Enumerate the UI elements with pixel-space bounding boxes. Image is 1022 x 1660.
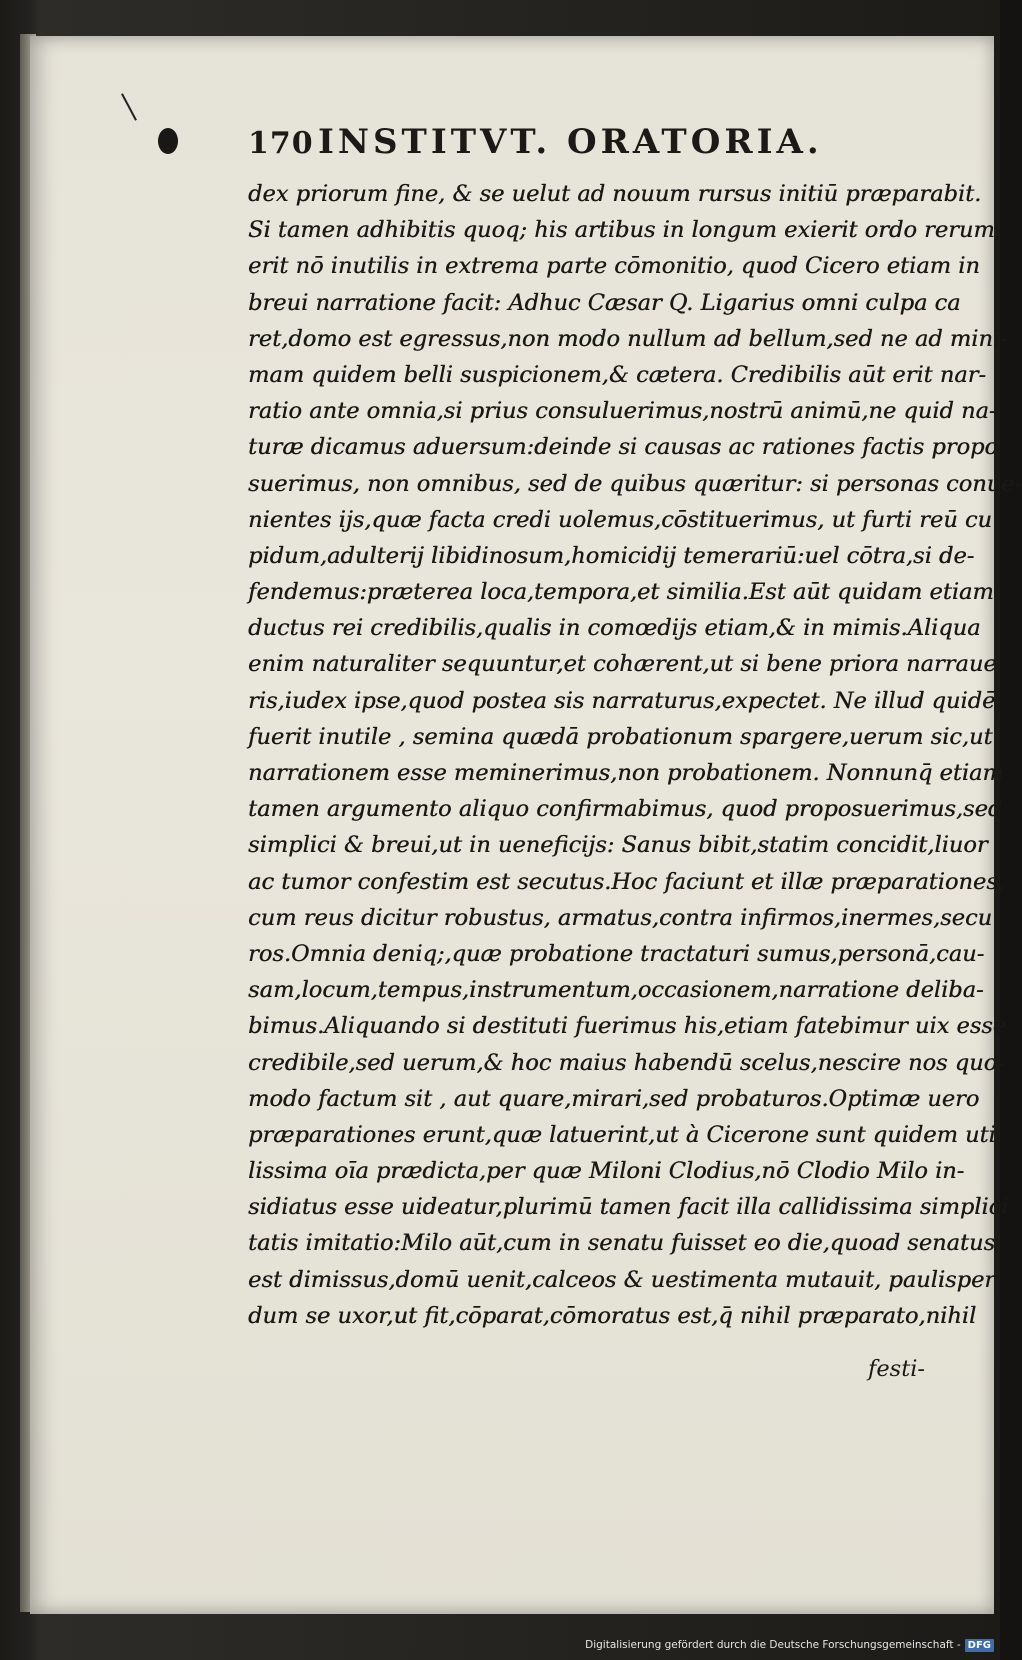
- text-line: modo factum sit , aut quare,mirari,sed probaturos.Optimæ uero: [248, 1085, 980, 1112]
- text-line: ratio ante omnia,si prius consuluerimus,nostrū animū,ne quid na-: [248, 398, 997, 425]
- text-line: suerimus, non omnibus, sed de quibus quæritur: si personas conue-: [248, 470, 1022, 497]
- text-line: bimus.Aliquando si destituti fuerimus his,etiam fatebimur uix esse: [248, 1013, 1007, 1040]
- catchword: festi-: [868, 1356, 926, 1382]
- text-line: ros.Omnia deniq;,quæ probatione tractaturi sumus,personā,cau-: [248, 940, 985, 967]
- text-line: ris,iudex ipse,quod postea sis narraturus,expectet. Ne illud quidē: [248, 687, 996, 714]
- text-line: breui narratione facit: Adhuc Cæsar Q. Ligarius omni culpa ca: [248, 289, 961, 316]
- text-line: est dimissus,domū uenit,calceos & uestimenta mutauit, paulisper: [248, 1266, 996, 1293]
- text-line: Si tamen adhibitis quoq; his artibus in longum exierit ordo rerum,: [248, 217, 1002, 244]
- text-line: ret,domo est egressus,non modo nullum ad bellum,sed ne ad mini-: [248, 325, 1008, 352]
- text-line: lissima oīa prædicta,per quæ Miloni Clodius,nō Clodio Milo in-: [248, 1158, 965, 1185]
- running-head: [248, 122, 848, 170]
- text-line: tamen argumento aliquo confirmabimus, quod proposuerimus,sed: [248, 796, 1003, 823]
- digitization-credit: [585, 1636, 994, 1654]
- credit-text: Digitalisierung gefördert durch die Deutsche Forschungsgemeinschaft -: [585, 1639, 961, 1651]
- text-line: narrationem esse meminerimus,non probationem. Nonnunq̄ etiam: [248, 760, 1004, 786]
- text-line: simplici & breui,ut in ueneficijs: Sanus bibit,statim concidit,liuor: [248, 832, 988, 859]
- text-line: sidiatus esse uideatur,plurimū tamen facit illa callidissima simplici: [248, 1194, 1009, 1221]
- text-line: ductus rei credibilis,qualis in comœdijs etiam,& in mimis.Aliqua: [248, 615, 981, 642]
- text-line: credibile,sed uerum,& hoc maius habendū scelus,nescire nos quo-: [248, 1049, 1005, 1076]
- page-number: 170: [248, 126, 314, 161]
- text-line: pidum,adulterij libidinosum,homicidij temerariū:uel cōtra,si de-: [248, 542, 975, 569]
- text-line: erit nō inutilis in extrema parte cōmonitio, quod Cicero etiam in: [248, 253, 980, 280]
- text-line: sam,locum,tempus,instrumentum,occasionem,narratione deliba-: [248, 977, 984, 1004]
- dfg-logo: DFG: [965, 1639, 994, 1652]
- body-text: [248, 176, 1022, 1334]
- text-line: fuerit inutile , semina quædā probationum spargere,uerum sic,ut: [248, 723, 993, 750]
- ink-spot: [158, 128, 178, 154]
- text-line: cum reus dicitur robustus, armatus,contra infirmos,inermes,secu: [248, 904, 993, 931]
- text-line: ac tumor confestim est secutus.Hoc faciunt et illæ præparationes,: [248, 868, 1005, 895]
- text-line: mam quidem belli suspicionem,& cætera. Credibilis aūt erit nar-: [248, 361, 986, 388]
- text-line: fendemus:præterea loca,tempora,et similia.Est aūt quidam etiam: [248, 579, 994, 606]
- text-line: tatis imitatio:Milo aūt,cum in senatu fuisset eo die,quoad senatus: [248, 1230, 995, 1257]
- text-line: præparationes erunt,quæ latuerint,ut à Cicerone sunt quidem uti: [248, 1121, 996, 1148]
- text-line: dex priorum fine, & se uelut ad nouum rursus initiū præparabit.: [248, 181, 982, 207]
- text-line: dum se uxor,ut fit,cōparat,cōmoratus est,q̄ nihil præparato,nihil: [248, 1302, 977, 1329]
- text-line: turæ dicamus aduersum:deinde si causas ac rationes factis propo: [248, 434, 998, 461]
- running-title: INSTITVT. ORATORIA.: [318, 122, 823, 162]
- text-line: nientes ijs,quæ facta credi uolemus,cōstituerimus, ut furti reū cu: [248, 506, 992, 533]
- text-line: enim naturaliter sequuntur,et cohærent,ut si bene priora narraue: [248, 651, 997, 678]
